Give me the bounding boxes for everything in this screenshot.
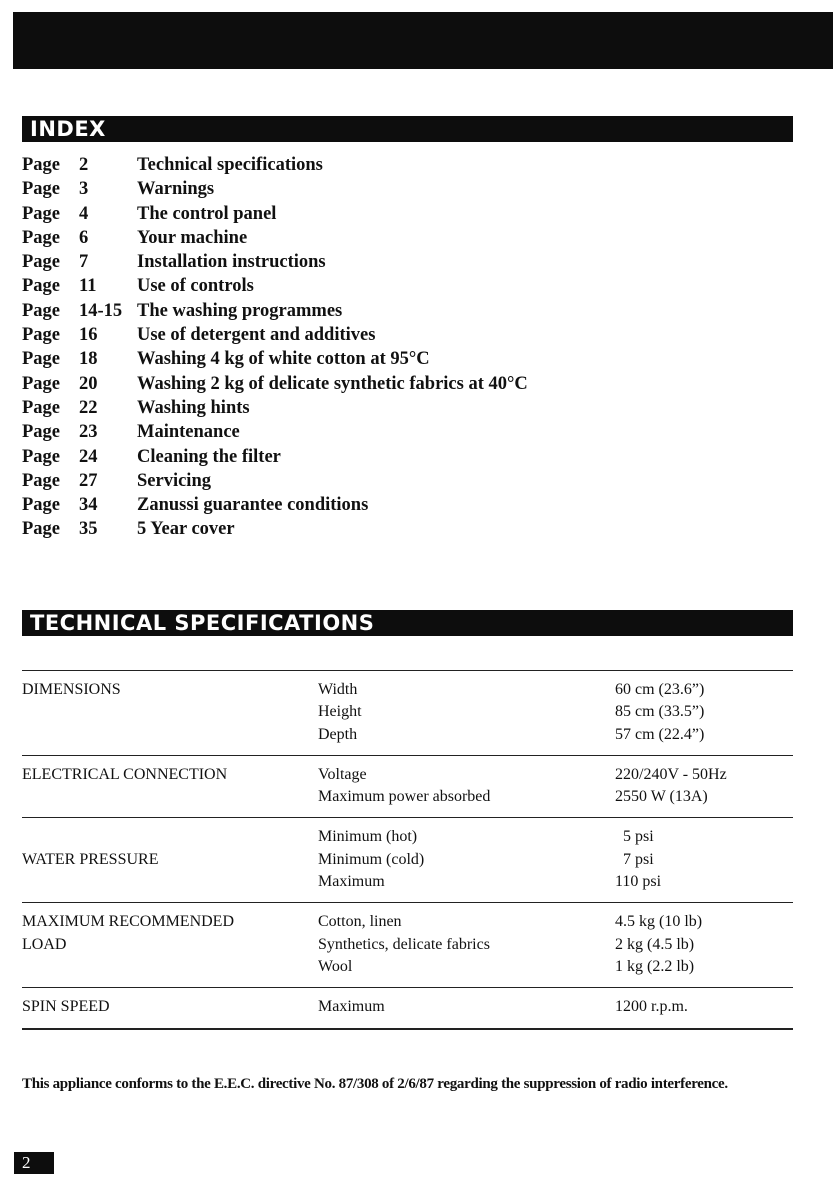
spec-item: Cotton, linen [318,913,402,931]
index-page-label: Page [22,276,61,297]
index-page-number: 2 [79,155,89,175]
index-page-label: Page [22,373,61,394]
spec-row [22,934,793,956]
index-entry-title: Warnings [137,179,215,200]
index-page-label: Page [22,227,61,248]
index-entry [22,469,802,493]
spec-item: Minimum (hot) [318,828,418,846]
spec-value: 57 cm (22.4”) [615,725,705,743]
spec-category: WATER PRESSURE [22,850,159,868]
index-entry [22,420,802,444]
spec-group [22,988,793,1029]
spec-row [22,724,793,746]
spec-group [22,756,793,819]
index-entry-title: Use of controls [137,276,254,297]
index-page-number: 24 [79,446,98,467]
spec-item: Voltage [318,765,367,783]
index-page-label: Page [22,495,61,516]
spec-value: 2 kg (4.5 lb) [615,935,695,953]
index-page-number: 16 [79,325,98,346]
spec-value: 1200 r.p.m. [615,998,688,1016]
index-entry-title: Servicing [137,470,211,491]
spec-item: Synthetics, delicate fabrics [318,935,490,953]
conformity-note: This appliance conforms to the E.E.C. directive No. 87/308 of 2/6/87 regarding the suppression of radio interference. [22,1076,728,1092]
index-entry-title: Maintenance [137,422,240,443]
index-page-label: Page [22,203,61,224]
spec-row [22,701,793,723]
tech-spec-heading: TECHNICAL SPECIFICATIONS [22,610,793,636]
spec-category: MAXIMUM RECOMMENDED [22,913,235,931]
index-entry [22,445,802,469]
index-page-number: 20 [79,373,98,394]
spec-row [22,911,793,933]
spec-row [22,956,793,978]
page-number: 2 [14,1152,54,1174]
index-page-number: 35 [79,519,98,540]
index-page-label: Page [22,179,61,200]
spec-item: Depth [318,725,358,743]
spec-row [22,871,793,893]
index-page-label: Page [22,349,61,370]
index-page-label: Page [22,470,61,491]
spec-item: Height [318,703,362,721]
index-page-label: Page [22,155,61,175]
header-bar [13,12,833,69]
index-page-label: Page [22,300,61,321]
index-entry [22,396,802,420]
spec-row [22,849,793,871]
index-page-label: Page [22,519,61,540]
spec-value: 60 cm (23.6”) [615,681,705,698]
index-page-number: 27 [79,470,98,491]
index-page-number: 6 [79,227,89,248]
index-entry-title: The washing programmes [137,300,343,321]
spec-item: Maximum [318,998,385,1016]
index-page-label: Page [22,422,61,443]
index-page-number: 34 [79,495,98,516]
index-entry-title: Cleaning the filter [137,446,281,467]
index-entry [22,250,802,274]
index-entry-title: Washing hints [137,397,250,418]
index-entry [22,517,802,541]
spec-item: Maximum [318,873,385,891]
spec-category: LOAD [22,935,67,953]
spec-value: 110 psi [615,873,662,891]
index-entry-title: The control panel [137,203,277,224]
index-entry-title: Washing 2 kg of delicate synthetic fabrics at 40°C [137,373,528,394]
index-page-label: Page [22,325,61,346]
spec-row [22,679,793,701]
spec-group [22,818,793,903]
index-entry-title: Washing 4 kg of white cotton at 95°C [137,349,430,370]
index-page-label: Page [22,397,61,418]
spec-item: Width [318,681,358,698]
index-page-number: 7 [79,252,89,273]
spec-value: 1 kg (2.2 lb) [615,957,695,975]
index-page-label: Page [22,446,61,467]
index-page-number: 22 [79,397,98,418]
spec-category: SPIN SPEED [22,998,110,1016]
index-page-number: 14-15 [79,300,123,321]
index-entry [22,372,802,396]
index-entry-title: Your machine [137,227,248,248]
spec-group [22,671,793,756]
spec-row [22,786,793,808]
index-entry [22,226,802,250]
spec-group [22,903,793,988]
index-entry [22,202,802,226]
spec-row [22,826,793,848]
spec-item: Wool [318,957,353,975]
spec-item: Maximum power absorbed [318,788,491,806]
index-entry-title: Zanussi guarantee conditions [137,495,369,516]
index-entry [22,323,802,347]
spec-item: Minimum (cold) [318,850,425,868]
spec-row [22,996,793,1018]
index-entry [22,347,802,371]
index-entry-title: Technical specifications [137,155,323,175]
index-list [22,153,802,542]
index-page-number: 11 [79,276,97,297]
index-page-label: Page [22,252,61,273]
index-page-number: 18 [79,349,98,370]
spec-table [22,670,793,1030]
spec-value: 5 psi [615,828,654,846]
index-entry [22,153,802,177]
index-entry [22,299,802,323]
index-heading: INDEX [22,116,793,142]
spec-value: 220/240V - 50Hz [615,765,727,783]
spec-category: ELECTRICAL CONNECTION [22,765,228,783]
spec-value: 4.5 kg (10 lb) [615,913,703,931]
index-page-number: 23 [79,422,98,443]
spec-row [22,764,793,786]
spec-value: 2550 W (13A) [615,788,708,806]
index-entry [22,274,802,298]
index-entry-title: Use of detergent and additives [137,325,376,346]
index-entry-title: Installation instructions [137,252,326,273]
spec-category: DIMENSIONS [22,681,121,698]
index-entry-title: 5 Year cover [137,519,235,540]
index-page-number: 3 [79,179,89,200]
index-entry [22,493,802,517]
spec-value: 85 cm (33.5”) [615,703,705,721]
spec-value: 7 psi [615,850,654,868]
index-entry [22,177,802,201]
index-page-number: 4 [79,203,89,224]
